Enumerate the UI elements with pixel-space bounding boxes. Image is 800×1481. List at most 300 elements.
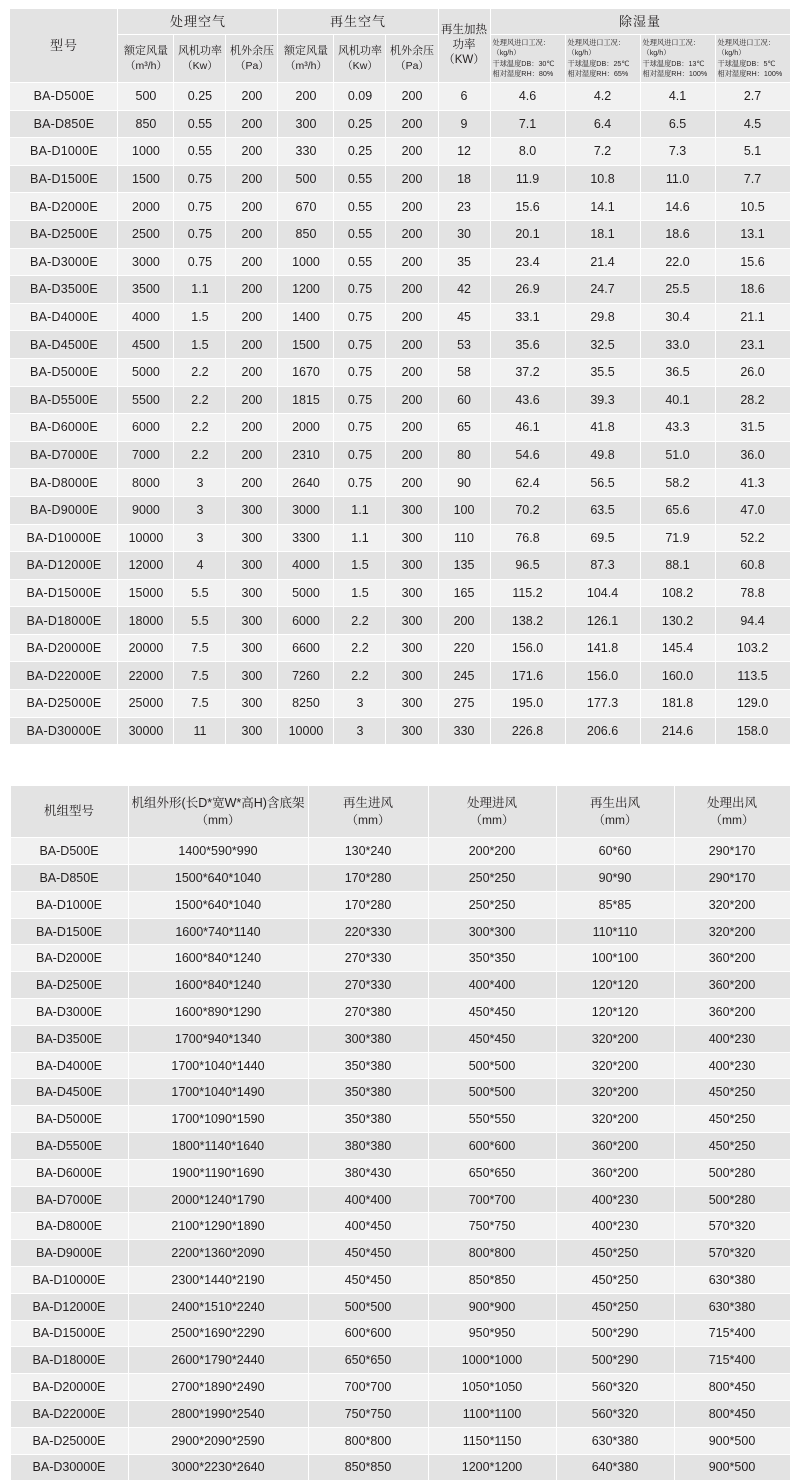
cell-value: 570*320 <box>674 1213 790 1240</box>
cell-value: 0.75 <box>174 193 226 221</box>
cell-value: 300 <box>226 717 278 745</box>
cell-value: 300 <box>386 690 438 718</box>
header-dehum-condition-3-line2: （kg/h） <box>642 48 671 58</box>
cell-value: 1.1 <box>334 524 386 552</box>
header-regen-outlet-unit: （mm） <box>593 813 637 828</box>
cell-value: 1600*840*1240 <box>128 972 308 999</box>
header-dehum-condition-4 <box>715 35 790 83</box>
table-row <box>10 276 790 304</box>
cell-value: 3 <box>334 717 386 745</box>
cell-value: 4000 <box>118 303 174 331</box>
cell-value: 7.5 <box>174 634 226 662</box>
cell-value: 158.0 <box>715 717 790 745</box>
cell-value: 300 <box>226 607 278 635</box>
header-dehum-condition-4-line1: 处理风进口工况： <box>717 37 776 47</box>
cell-value: 11 <box>174 717 226 745</box>
cell-value: 500 <box>118 83 174 111</box>
header-dehum-condition-3 <box>640 35 715 83</box>
cell-value: 300*380 <box>308 1025 428 1052</box>
cell-value: 1100*1100 <box>428 1400 556 1427</box>
cell-value: 18000 <box>118 607 174 635</box>
cell-model: BA-D6000E <box>10 1159 128 1186</box>
cell-value: 2310 <box>278 441 334 469</box>
cell-value: 400*230 <box>674 1052 790 1079</box>
header-dehum-condition-4-line3: 干球温度DB：5℃ <box>717 58 776 68</box>
cell-value: 500*290 <box>556 1320 674 1347</box>
cell-value: 500 <box>278 165 334 193</box>
cell-value: 900*900 <box>428 1293 556 1320</box>
cell-value: 11.9 <box>490 165 565 193</box>
cell-value: 0.75 <box>174 220 226 248</box>
header-process-static-pressure-label: 机外余压 <box>229 44 274 57</box>
cell-value: 300 <box>226 662 278 690</box>
header-regen-inlet <box>308 786 428 838</box>
cell-value: 715*400 <box>674 1347 790 1374</box>
table-row <box>10 1133 790 1160</box>
cell-value: 43.3 <box>640 414 715 442</box>
cell-value: 1000*1000 <box>428 1347 556 1374</box>
cell-value: 35.5 <box>565 358 640 386</box>
cell-model: BA-D500E <box>10 838 128 865</box>
header-dehum-condition-1 <box>490 35 565 83</box>
cell-value: 750*750 <box>308 1400 428 1427</box>
table-row <box>10 193 790 221</box>
cell-value: 2.2 <box>334 607 386 635</box>
cell-value: 110 <box>438 524 490 552</box>
cell-value: 200 <box>226 248 278 276</box>
cell-value: 96.5 <box>490 552 565 580</box>
header-group-process-air: 处理空气 <box>118 9 278 35</box>
cell-value: 250*250 <box>428 891 556 918</box>
cell-value: 30000 <box>118 717 174 745</box>
header-process-inlet <box>428 786 556 838</box>
header-unit-model <box>10 786 128 838</box>
header-process-static-pressure-unit: （Pa） <box>235 59 269 72</box>
table-row <box>10 1374 790 1401</box>
cell-value: 300 <box>226 690 278 718</box>
header-process-outlet-unit: （mm） <box>710 813 754 828</box>
header-process-fan-power-unit: （Kw） <box>182 59 218 72</box>
header-regen-fan-power <box>334 35 386 83</box>
cell-value: 36.0 <box>715 441 790 469</box>
header-dehum-condition-4-line2: （kg/h） <box>717 48 746 58</box>
cell-value: 200 <box>226 386 278 414</box>
cell-value: 800*800 <box>308 1427 428 1454</box>
cell-value: 2000 <box>278 414 334 442</box>
cell-value: 14.1 <box>565 193 640 221</box>
cell-value: 300 <box>386 717 438 745</box>
header-regen-rated-airflow-label: 额定风量 <box>283 44 328 57</box>
cell-value: 200 <box>386 83 438 111</box>
cell-value: 87.3 <box>565 552 640 580</box>
cell-value: 156.0 <box>565 662 640 690</box>
cell-value: 3000 <box>278 496 334 524</box>
cell-value: 7.3 <box>640 138 715 166</box>
cell-value: 200 <box>386 358 438 386</box>
cell-value: 29.8 <box>565 303 640 331</box>
cell-value: 15000 <box>118 579 174 607</box>
cell-value: 6000 <box>278 607 334 635</box>
cell-value: 80 <box>438 441 490 469</box>
cell-value: 400*230 <box>556 1186 674 1213</box>
cell-value: 26.9 <box>490 276 565 304</box>
cell-value: 800*800 <box>428 1240 556 1267</box>
cell-value: 90*90 <box>556 865 674 892</box>
cell-value: 54.6 <box>490 441 565 469</box>
cell-value: 300 <box>386 607 438 635</box>
header-regen-static-pressure <box>386 35 438 83</box>
header-group-dehumidification: 除湿量 <box>490 9 790 35</box>
cell-value: 900*500 <box>674 1454 790 1481</box>
cell-value: 270*380 <box>308 999 428 1026</box>
cell-value: 560*320 <box>556 1400 674 1427</box>
cell-value: 3500 <box>118 276 174 304</box>
cell-value: 300 <box>386 634 438 662</box>
performance-spec-table <box>9 8 790 745</box>
cell-value: 500*280 <box>674 1186 790 1213</box>
cell-value: 1150*1150 <box>428 1427 556 1454</box>
cell-value: 200 <box>226 414 278 442</box>
cell-value: 60.8 <box>715 552 790 580</box>
cell-value: 4.6 <box>490 83 565 111</box>
cell-value: 3000 <box>118 248 174 276</box>
cell-value: 1700*1040*1490 <box>128 1079 308 1106</box>
cell-model: BA-D18000E <box>10 1347 128 1374</box>
cell-model: BA-D3000E <box>10 999 128 1026</box>
cell-value: 0.75 <box>334 441 386 469</box>
cell-value: 22000 <box>118 662 174 690</box>
cell-value: 800*450 <box>674 1374 790 1401</box>
cell-model: BA-D4500E <box>10 331 118 359</box>
cell-value: 200 <box>438 607 490 635</box>
cell-value: 100*100 <box>556 945 674 972</box>
cell-value: 500*500 <box>308 1293 428 1320</box>
cell-model: BA-D4500E <box>10 1079 128 1106</box>
header-regen-rated-airflow-unit: （m³/h） <box>284 59 327 72</box>
cell-value: 94.4 <box>715 607 790 635</box>
cell-value: 800*450 <box>674 1400 790 1427</box>
header-regen-inlet-unit: （mm） <box>346 813 390 828</box>
cell-value: 300 <box>278 110 334 138</box>
cell-value: 20.1 <box>490 220 565 248</box>
header-regen-heating-power <box>438 9 490 83</box>
cell-value: 350*380 <box>308 1079 428 1106</box>
cell-value: 113.5 <box>715 662 790 690</box>
cell-value: 2.7 <box>715 83 790 111</box>
cell-model: BA-D5000E <box>10 1106 128 1133</box>
cell-model: BA-D1500E <box>10 165 118 193</box>
cell-value: 76.8 <box>490 524 565 552</box>
cell-value: 23.4 <box>490 248 565 276</box>
cell-value: 5500 <box>118 386 174 414</box>
cell-value: 4500 <box>118 331 174 359</box>
header-dehum-condition-2-line4: 相对湿度RH：65% <box>567 68 629 78</box>
table-row <box>10 441 790 469</box>
cell-value: 4.2 <box>565 83 640 111</box>
cell-value: 380*430 <box>308 1159 428 1186</box>
cell-value: 53 <box>438 331 490 359</box>
cell-value: 7260 <box>278 662 334 690</box>
table-row <box>10 358 790 386</box>
cell-model: BA-D22000E <box>10 662 118 690</box>
cell-value: 145.4 <box>640 634 715 662</box>
cell-value: 250*250 <box>428 865 556 892</box>
table-row <box>10 165 790 193</box>
cell-value: 170*280 <box>308 865 428 892</box>
cell-model: BA-D5500E <box>10 1133 128 1160</box>
cell-value: 3 <box>174 524 226 552</box>
cell-value: 200 <box>226 220 278 248</box>
cell-value: 7.5 <box>174 690 226 718</box>
cell-value: 51.0 <box>640 441 715 469</box>
cell-value: 0.25 <box>334 110 386 138</box>
table-row <box>10 1320 790 1347</box>
cell-value: 450*450 <box>428 1025 556 1052</box>
cell-value: 177.3 <box>565 690 640 718</box>
cell-value: 110*110 <box>556 918 674 945</box>
table-row <box>10 634 790 662</box>
cell-value: 65.6 <box>640 496 715 524</box>
cell-value: 200 <box>386 386 438 414</box>
cell-value: 0.55 <box>174 138 226 166</box>
header-regen-static-pressure-unit: （Pa） <box>395 59 429 72</box>
cell-value: 1400 <box>278 303 334 331</box>
cell-value: 60*60 <box>556 838 674 865</box>
header-dehum-condition-2-line3: 干球温度DB：25℃ <box>567 58 630 68</box>
table-row <box>10 607 790 635</box>
cell-value: 0.55 <box>334 220 386 248</box>
cell-value: 300 <box>226 496 278 524</box>
cell-model: BA-D5500E <box>10 386 118 414</box>
cell-value: 2.2 <box>334 662 386 690</box>
cell-value: 200 <box>386 441 438 469</box>
cell-value: 37.2 <box>490 358 565 386</box>
cell-value: 171.6 <box>490 662 565 690</box>
cell-model: BA-D3500E <box>10 1025 128 1052</box>
cell-model: BA-D4000E <box>10 303 118 331</box>
cell-value: 10.5 <box>715 193 790 221</box>
cell-value: 1670 <box>278 358 334 386</box>
cell-value: 2000*1240*1790 <box>128 1186 308 1213</box>
cell-value: 330 <box>278 138 334 166</box>
table-row <box>10 972 790 999</box>
cell-value: 300 <box>386 552 438 580</box>
cell-model: BA-D2500E <box>10 220 118 248</box>
cell-value: 300 <box>386 579 438 607</box>
cell-value: 1600*890*1290 <box>128 999 308 1026</box>
header-unit-dimensions-unit: （mm） <box>196 813 240 828</box>
cell-value: 0.75 <box>334 276 386 304</box>
cell-value: 21.4 <box>565 248 640 276</box>
cell-value: 28.2 <box>715 386 790 414</box>
cell-value: 320*200 <box>556 1025 674 1052</box>
cell-value: 1200*1200 <box>428 1454 556 1481</box>
cell-value: 220 <box>438 634 490 662</box>
cell-model: BA-D3000E <box>10 248 118 276</box>
header-process-static-pressure <box>226 35 278 83</box>
cell-value: 5.1 <box>715 138 790 166</box>
header-regen-inlet-label: 再生进风 <box>342 796 393 811</box>
cell-value: 200 <box>226 331 278 359</box>
cell-value: 360*200 <box>674 999 790 1026</box>
cell-value: 130*240 <box>308 838 428 865</box>
cell-value: 200 <box>386 276 438 304</box>
cell-value: 400*450 <box>308 1213 428 1240</box>
cell-value: 400*400 <box>308 1186 428 1213</box>
cell-value: 58 <box>438 358 490 386</box>
cell-value: 39.3 <box>565 386 640 414</box>
cell-model: BA-D9000E <box>10 1240 128 1267</box>
cell-value: 850*850 <box>308 1454 428 1481</box>
cell-value: 0.55 <box>334 165 386 193</box>
cell-value: 2900*2090*2590 <box>128 1427 308 1454</box>
cell-value: 23.1 <box>715 331 790 359</box>
cell-value: 7.7 <box>715 165 790 193</box>
cell-value: 200 <box>226 193 278 221</box>
cell-value: 350*350 <box>428 945 556 972</box>
cell-value: 360*200 <box>556 1159 674 1186</box>
header-dehum-condition-2-line1: 处理风进口工况： <box>567 37 626 47</box>
cell-value: 0.55 <box>334 193 386 221</box>
cell-value: 200 <box>226 303 278 331</box>
table-row <box>10 1427 790 1454</box>
cell-value: 195.0 <box>490 690 565 718</box>
cell-value: 78.8 <box>715 579 790 607</box>
cell-value: 2.2 <box>334 634 386 662</box>
cell-value: 3 <box>174 469 226 497</box>
cell-value: 400*230 <box>674 1025 790 1052</box>
cell-value: 2600*1790*2440 <box>128 1347 308 1374</box>
cell-value: 8250 <box>278 690 334 718</box>
cell-value: 320*200 <box>674 891 790 918</box>
cell-value: 2400*1510*2240 <box>128 1293 308 1320</box>
table2-body <box>10 838 790 1481</box>
cell-model: BA-D1000E <box>10 891 128 918</box>
header-process-outlet-label: 处理出风 <box>706 796 757 811</box>
cell-value: 18.6 <box>640 220 715 248</box>
cell-value: 156.0 <box>490 634 565 662</box>
header-dehum-condition-3-line3: 干球温度DB：13℃ <box>642 58 705 68</box>
cell-value: 2100*1290*1890 <box>128 1213 308 1240</box>
cell-value: 2500 <box>118 220 174 248</box>
cell-value: 0.25 <box>174 83 226 111</box>
cell-value: 630*380 <box>556 1427 674 1454</box>
cell-value: 40.1 <box>640 386 715 414</box>
cell-value: 35.6 <box>490 331 565 359</box>
cell-value: 2300*1440*2190 <box>128 1267 308 1294</box>
cell-value: 3 <box>334 690 386 718</box>
cell-value: 70.2 <box>490 496 565 524</box>
cell-value: 0.75 <box>334 386 386 414</box>
header-group-regen-air: 再生空气 <box>278 9 438 35</box>
cell-value: 130.2 <box>640 607 715 635</box>
cell-value: 47.0 <box>715 496 790 524</box>
table-row <box>10 1106 790 1133</box>
cell-value: 500*290 <box>556 1347 674 1374</box>
cell-model: BA-D25000E <box>10 690 118 718</box>
cell-value: 3 <box>174 496 226 524</box>
table-row <box>10 662 790 690</box>
cell-value: 400*400 <box>428 972 556 999</box>
cell-value: 300*300 <box>428 918 556 945</box>
cell-value: 120*120 <box>556 999 674 1026</box>
cell-value: 160.0 <box>640 662 715 690</box>
cell-value: 1815 <box>278 386 334 414</box>
cell-value: 90 <box>438 469 490 497</box>
cell-value: 300 <box>386 496 438 524</box>
cell-value: 26.0 <box>715 358 790 386</box>
cell-value: 4.1 <box>640 83 715 111</box>
table-row <box>10 891 790 918</box>
cell-value: 1000 <box>278 248 334 276</box>
table-row <box>10 690 790 718</box>
cell-value: 100 <box>438 496 490 524</box>
table-row <box>10 945 790 972</box>
cell-value: 62.4 <box>490 469 565 497</box>
table-row <box>10 717 790 745</box>
table-row <box>10 1159 790 1186</box>
table-row <box>10 579 790 607</box>
cell-value: 1500 <box>278 331 334 359</box>
cell-value: 4.5 <box>715 110 790 138</box>
cell-model: BA-D22000E <box>10 1400 128 1427</box>
cell-value: 71.9 <box>640 524 715 552</box>
cell-value: 270*330 <box>308 972 428 999</box>
header-process-fan-power-label: 风机功率 <box>177 44 222 57</box>
cell-value: 1.5 <box>334 579 386 607</box>
cell-value: 0.55 <box>174 110 226 138</box>
cell-value: 450*250 <box>556 1267 674 1294</box>
cell-value: 15.6 <box>490 193 565 221</box>
cell-value: 0.09 <box>334 83 386 111</box>
header-process-inlet-unit: （mm） <box>470 813 514 828</box>
cell-value: 600*600 <box>308 1320 428 1347</box>
cell-value: 245 <box>438 662 490 690</box>
cell-value: 630*380 <box>674 1267 790 1294</box>
header-process-fan-power <box>174 35 226 83</box>
header-regen-heating-power-label: 再生加热功率 <box>441 24 488 52</box>
cell-value: 450*450 <box>308 1240 428 1267</box>
cell-value: 200 <box>386 469 438 497</box>
cell-value: 200 <box>226 441 278 469</box>
cell-value: 165 <box>438 579 490 607</box>
table-row <box>10 83 790 111</box>
table-row <box>10 496 790 524</box>
cell-value: 13.1 <box>715 220 790 248</box>
cell-value: 5000 <box>118 358 174 386</box>
table-row <box>10 1293 790 1320</box>
cell-value: 18.1 <box>565 220 640 248</box>
cell-value: 320*200 <box>556 1106 674 1133</box>
cell-model: BA-D850E <box>10 110 118 138</box>
header-model: 型号 <box>10 9 118 83</box>
cell-value: 42 <box>438 276 490 304</box>
cell-model: BA-D12000E <box>10 552 118 580</box>
cell-value: 88.1 <box>640 552 715 580</box>
cell-value: 1.1 <box>174 276 226 304</box>
cell-value: 2.2 <box>174 414 226 442</box>
cell-value: 2640 <box>278 469 334 497</box>
cell-value: 6600 <box>278 634 334 662</box>
cell-value: 200 <box>278 83 334 111</box>
cell-value: 1500*640*1040 <box>128 891 308 918</box>
header-process-rated-airflow <box>118 35 174 83</box>
cell-value: 300 <box>386 524 438 552</box>
header-regen-fan-power-unit: （Kw） <box>342 59 378 72</box>
header-dehum-condition-3-line4: 相对湿度RH：100% <box>642 68 708 78</box>
header-dehum-condition-1-line2: （kg/h） <box>492 48 521 58</box>
table-row <box>10 1240 790 1267</box>
